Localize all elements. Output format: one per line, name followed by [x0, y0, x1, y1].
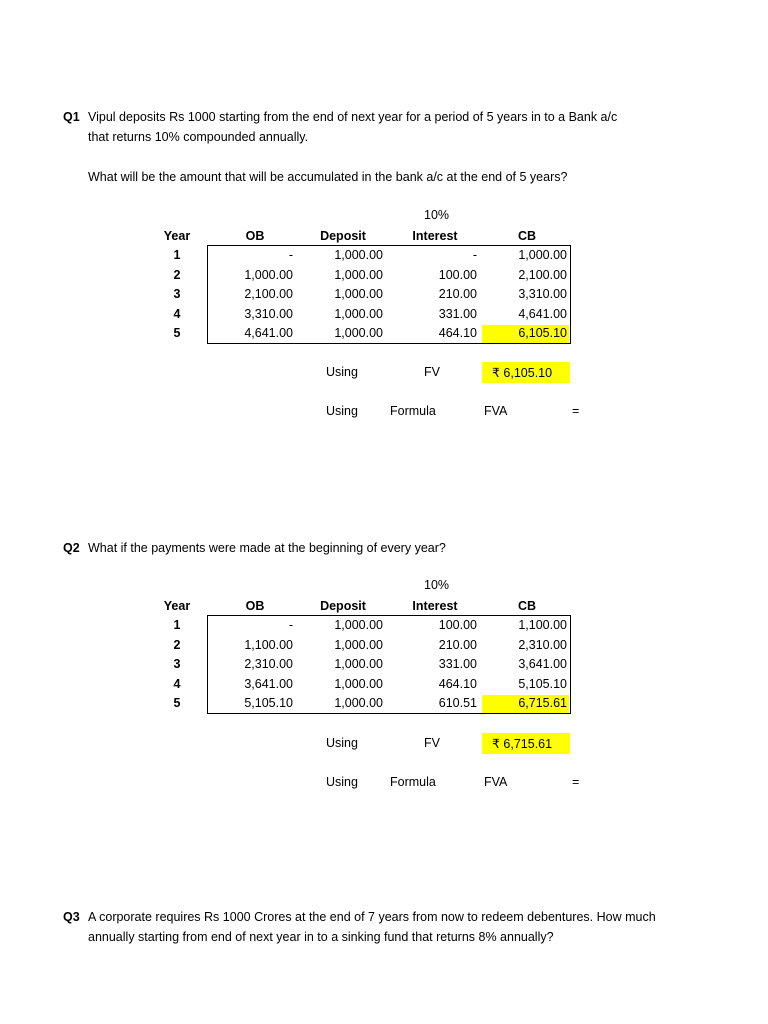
- q2-fva-label: FVA: [484, 775, 508, 789]
- q1-equals: =: [572, 404, 580, 418]
- cell-interest: 331.00: [438, 306, 477, 321]
- cell-ob: 2,100.00: [244, 287, 293, 301]
- q3-text-line1: A corporate requires Rs 1000 Crores at the end of 7 years from now to redeem debentures. How much: [88, 910, 656, 924]
- cell-cb: 6,715.61: [518, 696, 567, 710]
- q1-using-fv-label: Using: [326, 365, 358, 379]
- q2-using-fv-label: Using: [326, 736, 358, 750]
- q2-question: What if the payments were made at the beginning of every year?: [88, 541, 446, 555]
- table-row: [0, 616, 768, 635]
- q1-using-formula-label: Using: [326, 404, 358, 418]
- cell-cb: 3,310.00: [518, 287, 567, 301]
- cell-deposit: 1,000.00: [334, 676, 383, 691]
- cell-deposit: 1,000.00: [334, 248, 383, 262]
- q1-fv-value: ₹ 6,105.10: [492, 366, 553, 380]
- cell-ob: -: [288, 618, 293, 632]
- cell-ob: 5,105.10: [244, 696, 293, 710]
- cell-ob: 3,641.00: [244, 676, 293, 691]
- cell-deposit: 1,000.00: [334, 326, 383, 340]
- q2-label: Q2: [63, 541, 80, 555]
- cell-cb: 2,100.00: [518, 267, 567, 282]
- cell-cb: 2,310.00: [518, 637, 567, 652]
- cell-deposit: 1,000.00: [334, 267, 383, 282]
- q1-fva-label: FVA: [484, 404, 508, 418]
- cell-year: 5: [173, 326, 181, 340]
- table-row: [0, 675, 768, 694]
- q1-question: What will be the amount that will be accumulated in the bank a/c at the end of 5 years?: [88, 170, 568, 184]
- table-row: [0, 266, 768, 285]
- q1-rate: 10%: [424, 208, 450, 222]
- cell-interest: 210.00: [438, 637, 477, 652]
- table-row: [0, 285, 768, 304]
- q2-equals: =: [572, 775, 580, 789]
- q2-header-interest: Interest: [412, 599, 458, 613]
- cell-cb: 4,641.00: [518, 306, 567, 321]
- q2-header-year: Year: [163, 599, 191, 613]
- cell-interest: 610.51: [438, 696, 477, 710]
- cell-year: 3: [173, 657, 181, 671]
- table-row: [0, 694, 768, 713]
- cell-cb: 3,641.00: [518, 657, 567, 671]
- cell-cb: 1,000.00: [518, 248, 567, 262]
- q2-fv-value: ₹ 6,715.61: [492, 737, 553, 751]
- table-row: [0, 305, 768, 324]
- cell-year: 2: [173, 637, 181, 652]
- table-row: [0, 655, 768, 674]
- q2-header-ob: OB: [245, 599, 265, 613]
- cell-interest: 464.10: [438, 676, 477, 691]
- cell-ob: 1,000.00: [244, 267, 293, 282]
- q2-header-cb: CB: [517, 599, 537, 613]
- cell-interest: -: [472, 248, 477, 262]
- table-row: [0, 246, 768, 265]
- cell-ob: 2,310.00: [244, 657, 293, 671]
- q1-formula-label: Formula: [390, 404, 436, 418]
- q2-fv-label: FV: [424, 736, 440, 750]
- cell-ob: 1,100.00: [244, 637, 293, 652]
- q3-text-line2: annually starting from end of next year in to a sinking fund that returns 8% annually?: [88, 930, 554, 944]
- cell-ob: 3,310.00: [244, 306, 293, 321]
- cell-interest: 331.00: [438, 657, 477, 671]
- q1-header-cb: CB: [517, 229, 537, 243]
- cell-deposit: 1,000.00: [334, 306, 383, 321]
- q2-using-formula-label: Using: [326, 775, 358, 789]
- q3-label: Q3: [63, 910, 80, 924]
- q1-header-deposit: Deposit: [320, 229, 366, 243]
- table-row: [0, 636, 768, 655]
- cell-deposit: 1,000.00: [334, 657, 383, 671]
- q1-header-row: [0, 227, 768, 246]
- cell-interest: 100.00: [438, 618, 477, 632]
- q2-header-row: [0, 597, 768, 616]
- cell-interest: 210.00: [438, 287, 477, 301]
- cell-cb: 1,100.00: [518, 618, 567, 632]
- table-row: [0, 324, 768, 343]
- q2-header-deposit: Deposit: [320, 599, 366, 613]
- q2-formula-label: Formula: [390, 775, 436, 789]
- cell-deposit: 1,000.00: [334, 637, 383, 652]
- cell-year: 4: [173, 676, 181, 691]
- q1-text-line1: Vipul deposits Rs 1000 starting from the end of next year for a period of 5 years in to a Bank a/c: [88, 110, 618, 124]
- cell-deposit: 1,000.00: [334, 696, 383, 710]
- q1-header-ob: OB: [245, 229, 265, 243]
- q2-rate: 10%: [424, 578, 450, 592]
- cell-cb: 5,105.10: [518, 676, 567, 691]
- cell-year: 1: [173, 248, 181, 262]
- q1-header-interest: Interest: [412, 229, 458, 243]
- cell-year: 1: [173, 618, 181, 632]
- cell-interest: 100.00: [438, 267, 477, 282]
- cell-deposit: 1,000.00: [334, 618, 383, 632]
- cell-ob: -: [288, 248, 293, 262]
- cell-cb: 6,105.10: [518, 326, 567, 340]
- cell-deposit: 1,000.00: [334, 287, 383, 301]
- cell-year: 4: [173, 306, 181, 321]
- q1-fv-label: FV: [424, 365, 440, 379]
- cell-year: 3: [173, 287, 181, 301]
- q1-header-year: Year: [163, 229, 191, 243]
- cell-interest: 464.10: [438, 326, 477, 340]
- cell-year: 5: [173, 696, 181, 710]
- q1-label: Q1: [63, 110, 80, 124]
- q1-text-line2: that returns 10% compounded annually.: [88, 130, 309, 144]
- cell-year: 2: [173, 267, 181, 282]
- cell-ob: 4,641.00: [244, 326, 293, 340]
